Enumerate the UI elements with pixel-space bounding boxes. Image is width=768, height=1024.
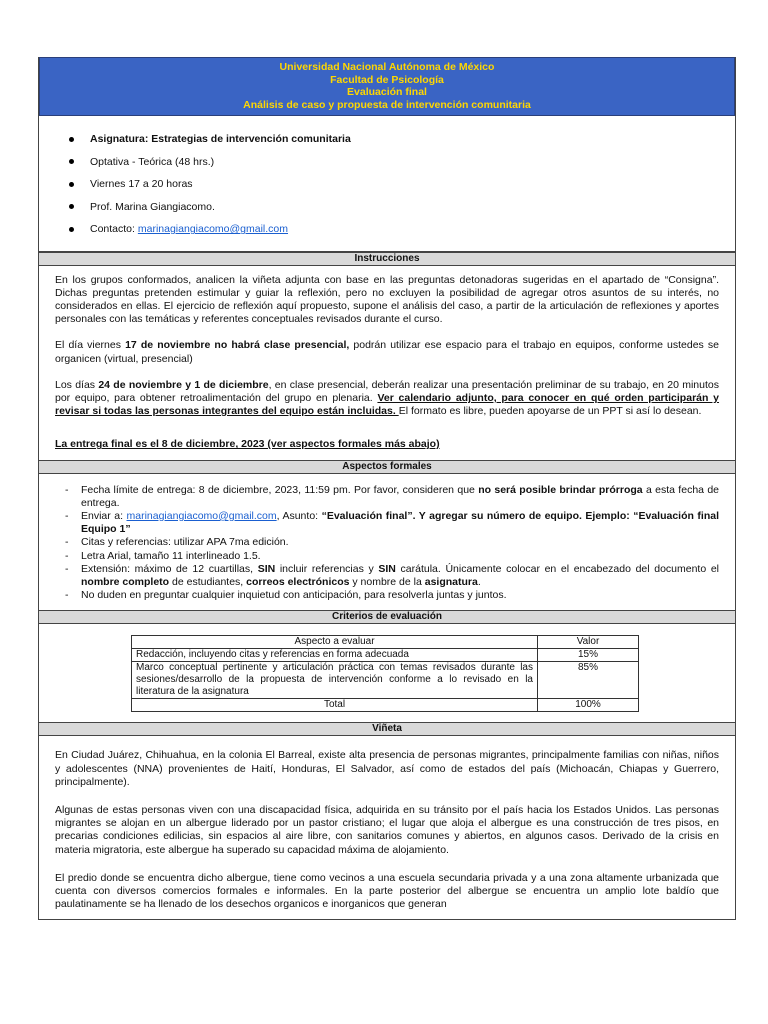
text: Los días [55,378,99,391]
vineta-body [39,736,735,920]
list-item [69,151,735,174]
section-title-instrucciones: Instrucciones [39,252,735,266]
table-cell: Redacción, incluyendo citas y referencias en forma adecuada [132,649,538,662]
bullet-icon [69,227,74,232]
table-row [132,649,639,662]
dash-icon: - [65,509,69,522]
send-email-link[interactable]: marinagiangiacomo@gmail.com [126,509,277,522]
table-header: Aspecto a evaluar [132,636,538,649]
table-cell: 15% [538,649,639,662]
course-type: Optativa - Teórica (48 hrs.) [90,155,215,168]
list-item: - Letra Arial, tamaño 11 interlineado 1.5. [55,550,719,563]
course-info [39,116,735,252]
list-item: - Fecha límite de entrega: 8 de diciembre, 2023, 11:59 pm. Por favor, consideren que no será posible brindar prórroga a esta fecha de entrega. [55,484,719,510]
criteria-table [131,635,639,712]
course-name: Asignatura: Estrategias de intervención comunitaria [90,133,351,146]
contact-label: Contacto: [90,223,138,236]
list-item [69,128,735,151]
faculty-name: Facultad de Psicología [330,73,444,86]
bullet-icon [69,137,74,142]
text: El formato es libre, pueden apoyarse de un PPT si así lo desean. [398,405,702,418]
course-schedule: Viernes 17 a 20 horas [90,178,193,191]
table-header: Valor [538,636,639,649]
table-cell: 100% [538,699,639,712]
contact-email-link[interactable]: marinagiangiacomo@gmail.com [137,223,289,236]
table-cell: Total [132,699,538,712]
instrucciones-body [39,266,735,460]
text-bold: 24 de noviembre y 1 de diciembre [98,378,269,391]
dash-icon: - [65,562,69,575]
text: El día viernes [55,339,126,352]
bullet-icon [69,204,74,209]
formal-aspects-list [55,484,719,603]
criterios-body [39,624,735,722]
text: , en clase presencial, deberán realizar una presentación preliminar de su trabajo, en 20 minutos por equipo, para obtener retroalimentación del grupo en plenaria. [55,378,719,404]
aspectos-body [39,474,735,611]
professor-name: Prof. Marina Giangiacomo. [90,200,215,213]
section-title-vineta: Viñeta [39,722,735,736]
list-item: - No duden en preguntar cualquier inquietud con anticipación, para resolverla juntas y juntos. [55,589,719,602]
paragraph: En los grupos conformados, analicen la viñeta adjunta con base en las preguntas detonadoras sugeridas en el apartado de “Consigna”. Dichas preguntas pretenden estimular y guiar la reflexión, pero no excluyen la posibilidad de agregar otros asuntos de su interés, no considerados en ellas. El ejercicio de reflexión aquí propuesto, supone el análisis del caso, a partir de la articulación de reflexiones y aportes personales con las temáticas y referentes conceptuales revisados durante el curso. [55,273,719,326]
table-cell: 85% [538,662,639,699]
deadline-note: La entrega final es el 8 de diciembre, 2023 (ver aspectos formales más abajo) [55,438,440,451]
list-item [69,218,735,241]
table-header-row [132,636,639,649]
dash-icon: - [65,483,69,496]
university-name: Universidad Nacional Autónoma de México [279,61,495,73]
paragraph: Algunas de estas personas viven con una discapacidad física, adquirida en su tránsito por el país hacia los Estados Unidos. Las personas migrantes se alojan en un albergue liderado por un pastor cristiano; el lugar que aloja el albergue es una construcción de tres pisos, en precarias condiciones edilicias, sin espacios al aire libre, con sanitarios comunes y abiertos, en algunos casos. Derivado de la crisis en materia migratoria, este albergue ha superado su capacidad máxima de alojamiento. [55,803,719,856]
list-item [69,173,735,196]
dash-icon: - [65,589,69,602]
table-cell: Marco conceptual pertinente y articulación práctica con temas revisados durante las sesiones/desarrollo de la propuesta de intervención conforme a lo revisado en la literatura de la asignatura [132,662,538,699]
text: podrán utilizar ese espacio para el trabajo en equipos, conforme ustedes se organicen (virtual, presencial) [55,339,719,365]
table-total-row [132,699,639,712]
bullet-icon [69,159,74,164]
paragraph [55,339,719,365]
paragraph [55,379,719,419]
text-bold: 17 de noviembre no habrá clase presencial, [125,339,350,352]
section-title-aspectos: Aspectos formales [39,460,735,474]
list-item: - Extensión: máximo de 12 cuartillas, SIN incluir referencias y SIN carátula. Únicamente colocar en el encabezado del documento el nombre completo de estudiantes, correos electrónicos y nombre de la asignatura. [55,563,719,589]
text-bold-underline: Ver calendario adjunto, para conocer en qué orden participarán y revisar si todas las personas integrantes del equipo están incluidas. [55,391,720,418]
paragraph: El predio donde se encuentra dicho albergue, tiene como vecinos a una escuela secundaria privada y a una zona altamente urbanizada que cuenta con diversos comercios formales e informales. En la parte posterior del albergue se encuentra un amplio lote baldío que paulatinamente se ha llenado de los desechos organicos e inorganicos que generan [55,871,719,911]
table-row [132,662,639,699]
list-item [69,196,735,219]
evaluation-title: Evaluación final [347,86,427,98]
bullet-icon [69,182,74,187]
list-item: - Enviar a: marinagiangiacomo@gmail.com, Asunto: “Evaluación final”. Y agregar su número de equipo. Ejemplo: “Evaluación final Equipo 1” [55,510,719,536]
section-title-criterios: Criterios de evaluación [39,610,735,624]
evaluation-subtitle: Análisis de caso y propuesta de intervención comunitaria [243,98,531,111]
list-item: - Citas y referencias: utilizar APA 7ma edición. [55,536,719,549]
paragraph: En Ciudad Juárez, Chihuahua, en la colonia El Barreal, existe alta presencia de personas migrantes, principalmente familias con niñas, niños y adolescentes (NNA) provenientes de Haití, Honduras, El Salvador, así como de estados del país (Michoacán, Chiapas y Guerrero, principalmente). [55,749,719,788]
document-header [39,57,735,116]
document [38,57,736,920]
dash-icon: - [65,549,69,562]
dash-icon: - [65,536,69,549]
